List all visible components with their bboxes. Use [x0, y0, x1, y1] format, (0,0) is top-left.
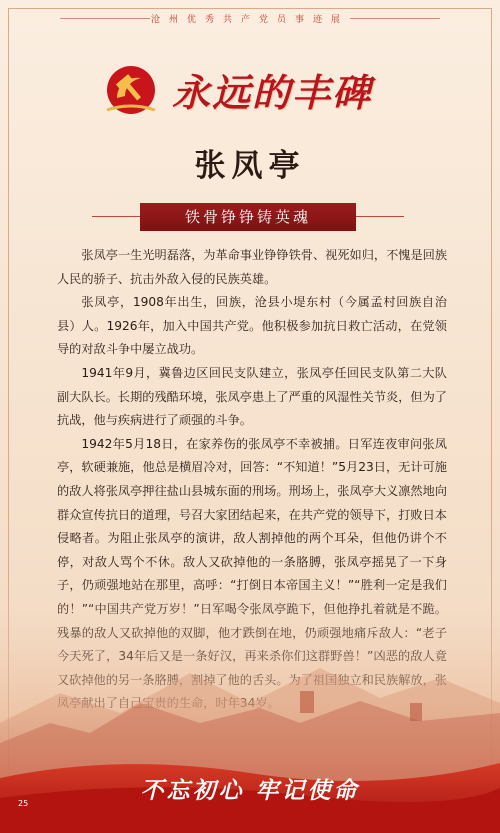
subtitle-line-left [92, 216, 140, 217]
paragraph: 张凤亭一生光明磊落，为革命事业铮铮铁骨、视死如归，不愧是回族人民的骄子、抗击外敌入侵的民族英雄。 [57, 248, 448, 286]
hammer-sickle-icon [99, 64, 163, 116]
series-title: 沧州优秀共产党员事迹展 [150, 15, 349, 25]
banner-title: 永远的丰碑 [172, 70, 373, 115]
subtitle-line-right [356, 216, 404, 217]
series-divider-right [350, 18, 440, 19]
paragraph: 1942年5月18日，在家养伤的张凤亭不幸被捕。日军连夜审问张凤亭，软硬兼施，他总是横眉冷对，回答：“不知道！”5月23日，无计可施的敌人将张凤亭押往盐山县城东面的刑场。刑场上，张凤亭大义凛然地向群众宣传抗日的道理，号召大家团结起来，在共产党的领导下，打败日本侵略者。为阻止张凤亭的演讲，敌人割掉他的两个耳朵，但他仍讲个不停，对敌人骂个不休。敌人又砍掉他的一条胳膊，张凤亭摇晃了一下身 [57, 436, 447, 569]
slogan: 不忘初心 牢记使命 [140, 777, 360, 804]
person-name: 张凤亭 [194, 148, 306, 184]
paragraph: 张凤亭，1908年出生，回族，沧县小堤东村（今属孟村回族自治县）人。1926年，加入中国共产党。他积极参加抗日救亡活动，在党领导的对敌斗争中屡立战功。 [57, 295, 447, 357]
subtitle-bar: 铁骨铮铮铸英魂 [140, 203, 356, 231]
paragraph: 1941年9月，冀鲁边区回民支队建立，张凤亭任回民支队第二大队副大队长。长期的残酷环境，张凤亭患上了严重的风湿性关节炎，但为了抗战，他与疾病进行了顽强的斗争。 [57, 365, 447, 428]
page-number: 25 [18, 799, 29, 808]
